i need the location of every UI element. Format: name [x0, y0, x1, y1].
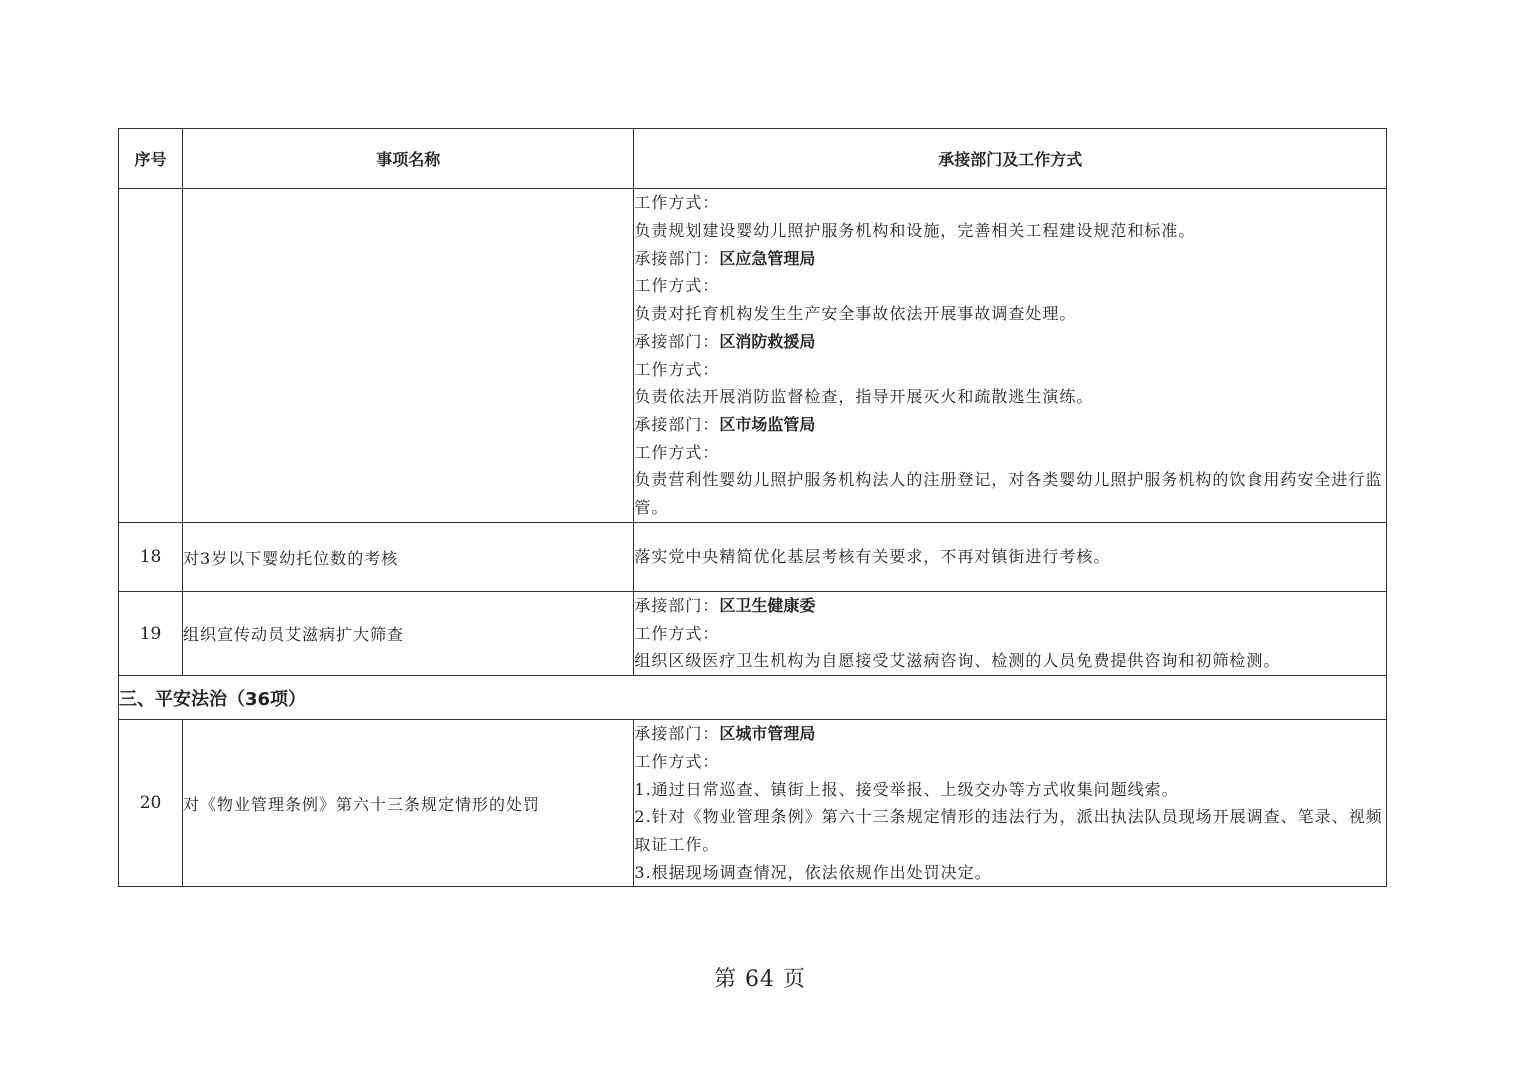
section-title: 三、平安法治（36项）	[119, 676, 1387, 720]
work-method-label: 工作方式：	[634, 751, 720, 771]
department-label: 承接部门：	[634, 724, 720, 744]
work-method-text: 负责对托育机构发生生产安全事故依法开展事故调查处理。	[634, 304, 1077, 324]
department-method-cell	[634, 523, 1387, 592]
table-row	[119, 592, 1387, 676]
department-name: 区城市管理局	[719, 724, 816, 744]
work-method-label: 工作方式：	[634, 276, 720, 296]
header-matter-name: 事项名称	[183, 129, 634, 189]
matter-name	[183, 189, 634, 523]
work-method-label: 工作方式：	[634, 193, 720, 213]
department-label: 承接部门：	[634, 331, 720, 351]
department-line	[634, 328, 1386, 356]
row-number: 20	[119, 720, 183, 887]
work-method-label: 工作方式：	[634, 359, 720, 379]
section-row	[119, 676, 1387, 720]
department-line	[634, 720, 1386, 748]
matter-name: 组织宣传动员艾滋病扩大筛查	[183, 592, 634, 676]
matter-name: 对3岁以下婴幼托位数的考核	[183, 523, 634, 592]
department-method-cell	[634, 592, 1387, 676]
department-name: 区卫生健康委	[719, 596, 816, 615]
work-method-text: 3.根据现场调查情况，依法依规作出处罚决定。	[634, 862, 992, 882]
work-method-label: 工作方式：	[634, 623, 720, 643]
department-method-cell	[634, 720, 1387, 887]
department-label: 承接部门：	[634, 596, 720, 615]
page-number: 第 64 页	[714, 967, 806, 992]
matters-table	[118, 128, 1387, 887]
work-method-text: 2.针对《物业管理条例》第六十三条规定情形的违法行为，派出执法队员现场开展调查、笔录、视频取证工作。	[634, 807, 1383, 854]
matter-name: 对《物业管理条例》第六十三条规定情形的处罚	[183, 720, 634, 887]
work-method-label: 工作方式：	[634, 442, 720, 462]
table-row	[119, 720, 1387, 887]
department-label: 承接部门：	[634, 248, 720, 268]
department-name: 区市场监管局	[719, 414, 816, 434]
table-row	[119, 523, 1387, 592]
work-method-text: 组织区级医疗卫生机构为自愿接受艾滋病咨询、检测的人员免费提供咨询和初筛检测。	[634, 651, 1281, 671]
work-method-text: 负责依法开展消防监督检查，指导开展灭火和疏散逃生演练。	[634, 387, 1094, 407]
work-method-text: 负责营利性婴幼儿照护服务机构法人的注册登记，对各类婴幼儿照护服务机构的饮食用药安全进行监管。	[634, 470, 1383, 518]
header-department-method: 承接部门及工作方式	[634, 129, 1387, 189]
row-number: 18	[119, 523, 183, 592]
department-line	[634, 592, 1386, 620]
header-serial-number: 序号	[119, 129, 183, 189]
department-method-cell	[634, 189, 1387, 523]
department-name: 区应急管理局	[719, 248, 816, 268]
department-line	[634, 245, 1386, 273]
work-method-text: 负责规划建设婴幼儿照护服务机构和设施，完善相关工程建设规范和标准。	[634, 220, 1196, 240]
table-header-row	[119, 129, 1387, 189]
row-number: 19	[119, 592, 183, 676]
work-method-text: 落实党中央精简优化基层考核有关要求，不再对镇街进行考核。	[634, 547, 1111, 567]
table-row	[119, 189, 1387, 523]
row-number	[119, 189, 183, 523]
department-line	[634, 411, 1386, 439]
work-method-text: 1.通过日常巡查、镇街上报、接受举报、上级交办等方式收集问题线索。	[634, 779, 1179, 799]
department-label: 承接部门：	[634, 414, 720, 434]
department-name: 区消防救援局	[719, 331, 816, 351]
